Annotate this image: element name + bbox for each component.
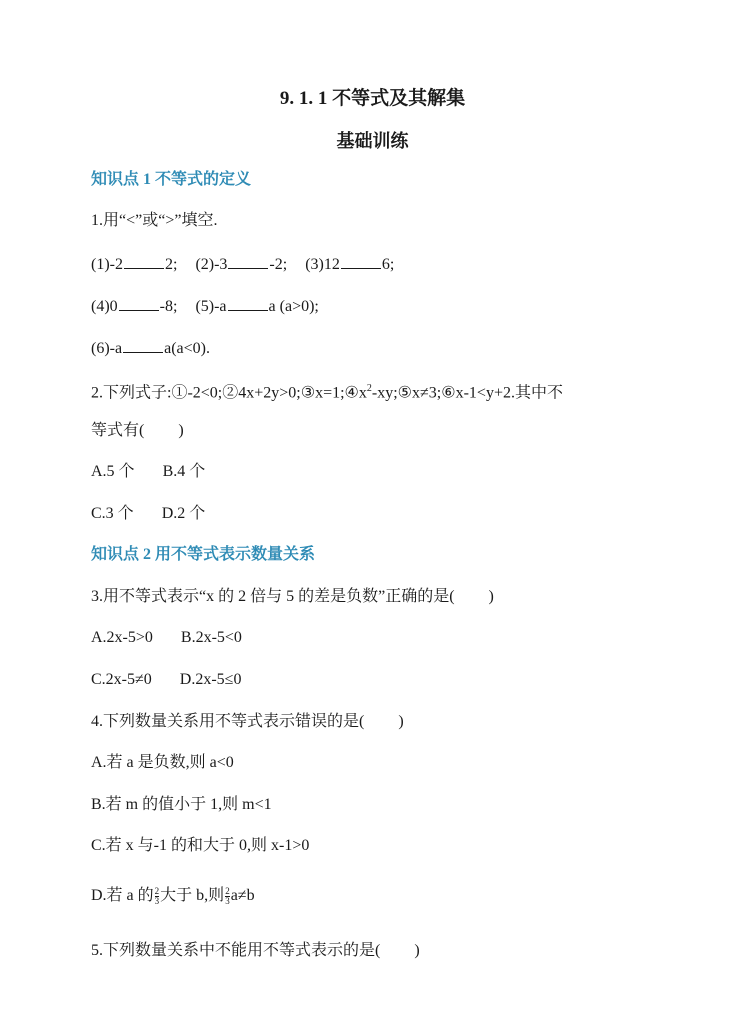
q1-part1-right: 2; (164, 256, 178, 273)
q1-part2-right: -2; (269, 256, 288, 273)
q5-stem-part: 5.下列数量关系中不能用不等式表示的是( (91, 942, 381, 959)
q1-part2-left: (2)-3 (195, 256, 228, 273)
q3-stem-part: 3.用不等式表示“x 的 2 倍与 5 的差是负数”正确的是( (91, 588, 455, 605)
q2-stem-part: ) (178, 422, 184, 439)
option-d[interactable] (91, 886, 255, 906)
q5-stem-part: ) (414, 942, 420, 959)
q1-part4-left: (4)0 (91, 298, 118, 315)
option-c[interactable]: C.3 个 (91, 505, 134, 522)
q3-stem-part: ) (488, 588, 494, 605)
question-1-row-1 (91, 254, 394, 275)
question-1-stem: 1.用“<”或“>”填空. (91, 212, 218, 229)
option-c[interactable]: C.若 x 与-1 的和大于 0,则 x-1>0 (91, 837, 310, 854)
option-b[interactable]: B.4 个 (162, 463, 206, 480)
option-a[interactable]: A.2x-5>0 (91, 629, 153, 646)
question-1-row-2 (91, 296, 319, 317)
fraction-two-thirds: $\frac{2}{3}$ (225, 885, 230, 906)
q1-part5-left: (5)-a (195, 298, 227, 315)
option-b[interactable]: B.2x-5<0 (180, 629, 242, 646)
q4-d-part: a≠b (230, 887, 255, 904)
q2-exponent: 2 (366, 383, 372, 394)
q4-stem-part: 4.下列数量关系用不等式表示错误的是( (91, 713, 365, 730)
fraction-two-thirds: $\frac{2}{3}$ (154, 885, 160, 906)
question-2-stem (91, 379, 563, 403)
q1-part6-right: a(a<0). (164, 340, 210, 357)
q1-part1-left: (1)-2 (91, 256, 123, 273)
option-c[interactable]: C.2x-5≠0 (91, 671, 152, 688)
page-title: 9. 1. 1 不等式及其解集 (279, 88, 466, 109)
page-subtitle: 基础训练 (336, 131, 409, 151)
q4-stem-part: ) (398, 713, 404, 730)
question-2-options-row-2 (91, 504, 205, 524)
q1-part5-right: a (a>0); (268, 298, 319, 315)
q4-d-part: D.若 a 的 (91, 887, 154, 904)
answer-blank[interactable] (341, 254, 381, 269)
q1-part6-left: (6)-a (91, 340, 123, 357)
q2-stem-part: 等式有( (91, 422, 145, 439)
question-2-options-row-1 (91, 462, 205, 482)
answer-blank[interactable] (124, 254, 164, 269)
answer-blank[interactable] (228, 296, 268, 311)
option-b[interactable]: B.若 m 的值小于 1,则 m<1 (91, 796, 272, 813)
option-a[interactable]: A.5 个 (91, 463, 135, 480)
option-d[interactable]: D.2x-5≤0 (179, 671, 242, 688)
question-2-stem-cont (91, 421, 184, 441)
section-heading-1: 知识点 1 不等式的定义 (91, 171, 252, 188)
q1-part4-right: -8; (159, 298, 178, 315)
question-3-options-row-2 (91, 670, 241, 690)
q2-stem-part: 2.下列式子:①-2<0;②4x+2y>0;③x=1;④x (91, 384, 367, 402)
option-a[interactable]: A.若 a 是负数,则 a<0 (91, 754, 234, 771)
answer-blank[interactable] (123, 338, 163, 353)
question-5-stem (91, 941, 420, 961)
question-3-stem (91, 587, 494, 607)
q1-part3-left: (3)12 (305, 256, 340, 273)
q4-d-part: 大于 b,则 (160, 887, 225, 904)
question-1-row-3 (91, 338, 210, 359)
option-d[interactable]: D.2 个 (161, 505, 206, 522)
question-3-options-row-1 (91, 628, 242, 648)
answer-blank[interactable] (228, 254, 268, 269)
section-heading-2: 知识点 2 用不等式表示数量关系 (91, 546, 316, 563)
q1-part3-right: 6; (381, 256, 395, 273)
q2-stem-part: -xy;⑤x≠3;⑥x-1<y+2.其中不 (371, 384, 563, 402)
answer-blank[interactable] (119, 296, 159, 311)
question-4-stem (91, 712, 404, 732)
